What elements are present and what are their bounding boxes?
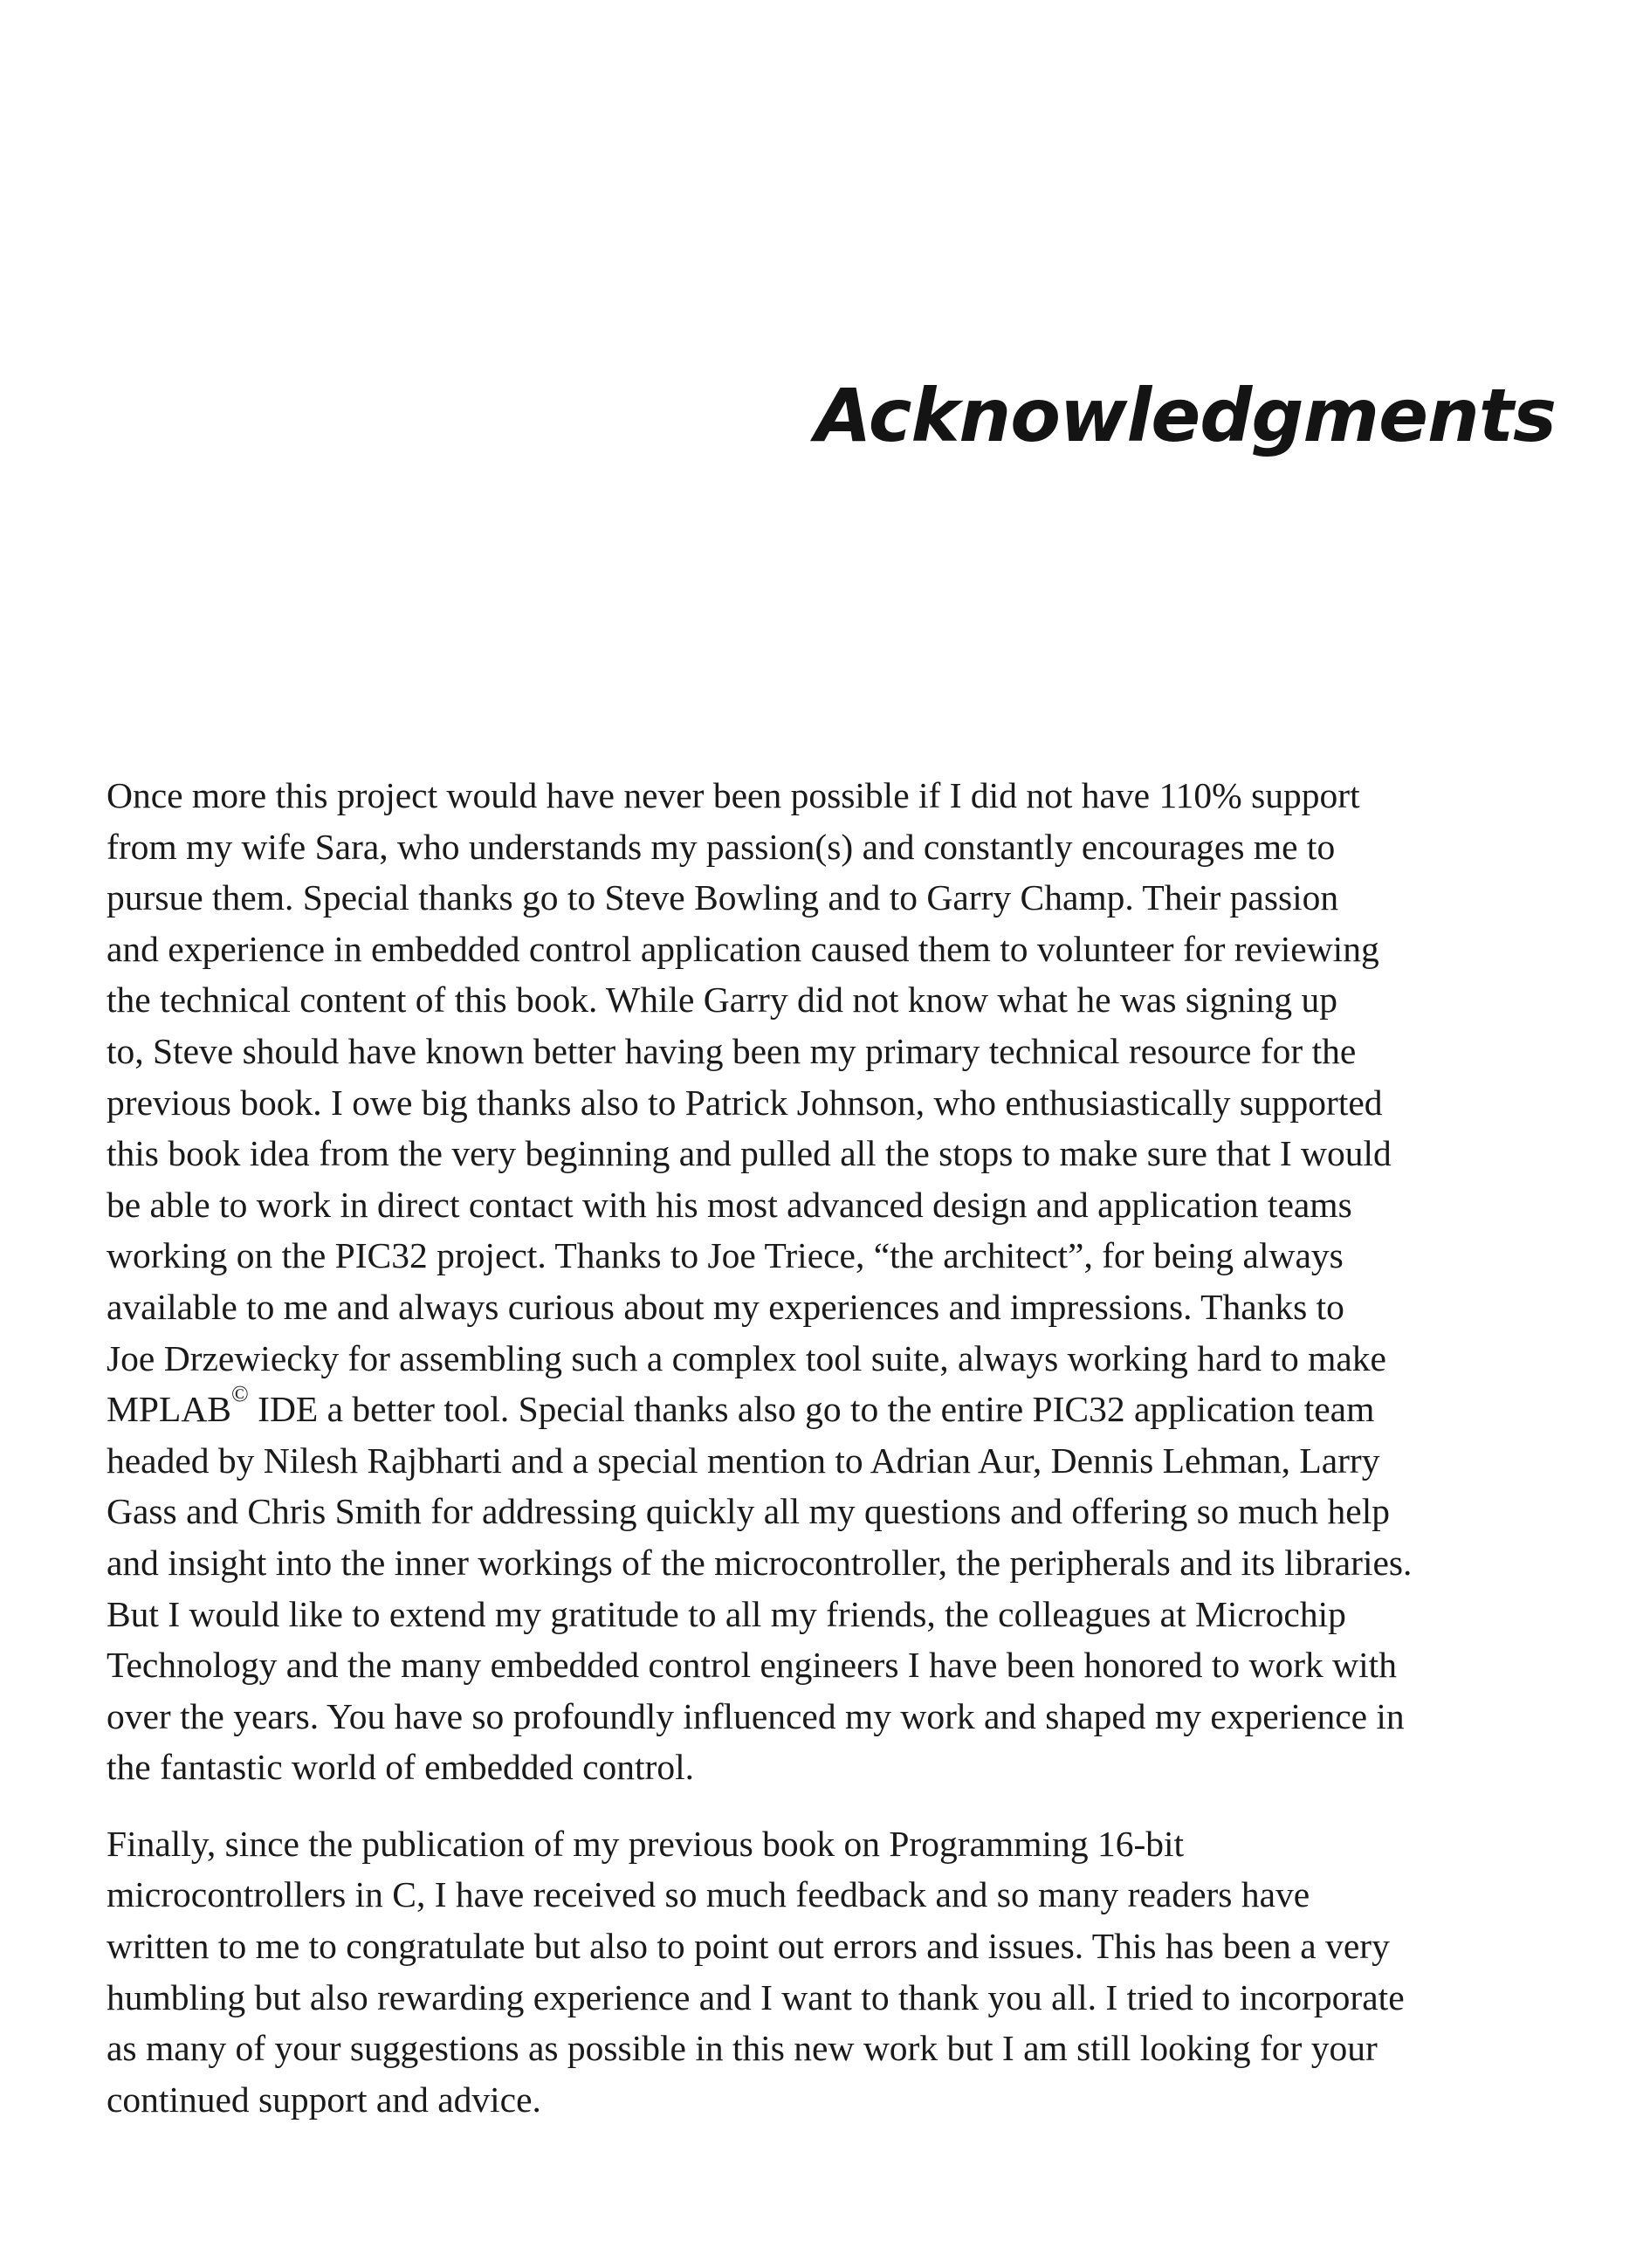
text-line: continued support and advice. [107, 2079, 541, 2120]
mplab-name: MPLAB [107, 1389, 231, 1430]
text-line: the technical content of this book. While Garry did not know what he was signing up [107, 979, 1337, 1021]
text-line: But I would like to extend my gratitude to all my friends, the colleagues at Microchip [107, 1593, 1346, 1634]
text-line: microcontrollers in C, I have received so much feedback and so many readers have [107, 1874, 1310, 1915]
text-line: this book idea from the very beginning and pulled all the stops to make sure that I would [107, 1133, 1392, 1174]
text-line: previous book. I owe big thanks also to Patrick Johnson, who enthusiastically supported [107, 1082, 1383, 1123]
text-line: written to me to congratulate but also to point out errors and issues. This has been a very [107, 1926, 1390, 1967]
text-line: Finally, since the publication of my previous book on Programming 16-bit [107, 1823, 1185, 1864]
acknowledgments-body [107, 770, 1556, 2125]
text-line: headed by Nilesh Rajbharti and a special mention to Adrian Aur, Dennis Lehman, Larry [107, 1440, 1380, 1481]
text-line: as many of your suggestions as possible in this new work but I am still looking for your [107, 2028, 1378, 2069]
text-line: available to me and always curious about my experiences and impressions. Thanks to [107, 1286, 1344, 1327]
text-line: working on the PIC32 project. Thanks to Joe Triece, “the architect”, for being always [107, 1235, 1344, 1276]
text-line: Joe Drzewiecky for assembling such a complex tool suite, always working hard to make [107, 1337, 1386, 1378]
text-line: from my wife Sara, who understands my passion(s) and constantly encourages me to [107, 826, 1336, 867]
text-line: and insight into the inner workings of the microcontroller, the peripherals and its libraries. [107, 1542, 1413, 1583]
text-line: and experience in embedded control application caused them to volunteer for reviewing [107, 928, 1379, 969]
copyright-mark: © [230, 1381, 249, 1407]
text-line: Technology and the many embedded control engineers I have been honored to work with [107, 1645, 1397, 1686]
text-line: be able to work in direct contact with his most advanced design and application teams [107, 1184, 1352, 1225]
text-line-mplab [107, 1381, 1556, 1435]
text-line: to, Steve should have known better having been my primary technical resource for the [107, 1030, 1357, 1071]
text-line: humbling but also rewarding experience and I want to thank you all. I tried to incorporate [107, 1976, 1405, 2017]
text-line: Gass and Chris Smith for addressing quickly all my questions and offering so much help [107, 1491, 1390, 1532]
page-title: Acknowledgments [815, 373, 1556, 458]
paragraph-readers [107, 1818, 1556, 2126]
text-line: the fantastic world of embedded control. [107, 1747, 694, 1788]
mplab-line-rest: IDE a better tool. Special thanks also go to the entire PIC32 application team [248, 1389, 1375, 1430]
text-line: over the years. You have so profoundly influenced my work and shaped my experience in [107, 1695, 1405, 1736]
text-line: pursue them. Special thanks go to Steve Bowling and to Garry Champ. Their passion [107, 877, 1339, 918]
paragraph-gratitude [107, 770, 1556, 1793]
text-line: Once more this project would have never been possible if I did not have 110% support [107, 775, 1360, 815]
